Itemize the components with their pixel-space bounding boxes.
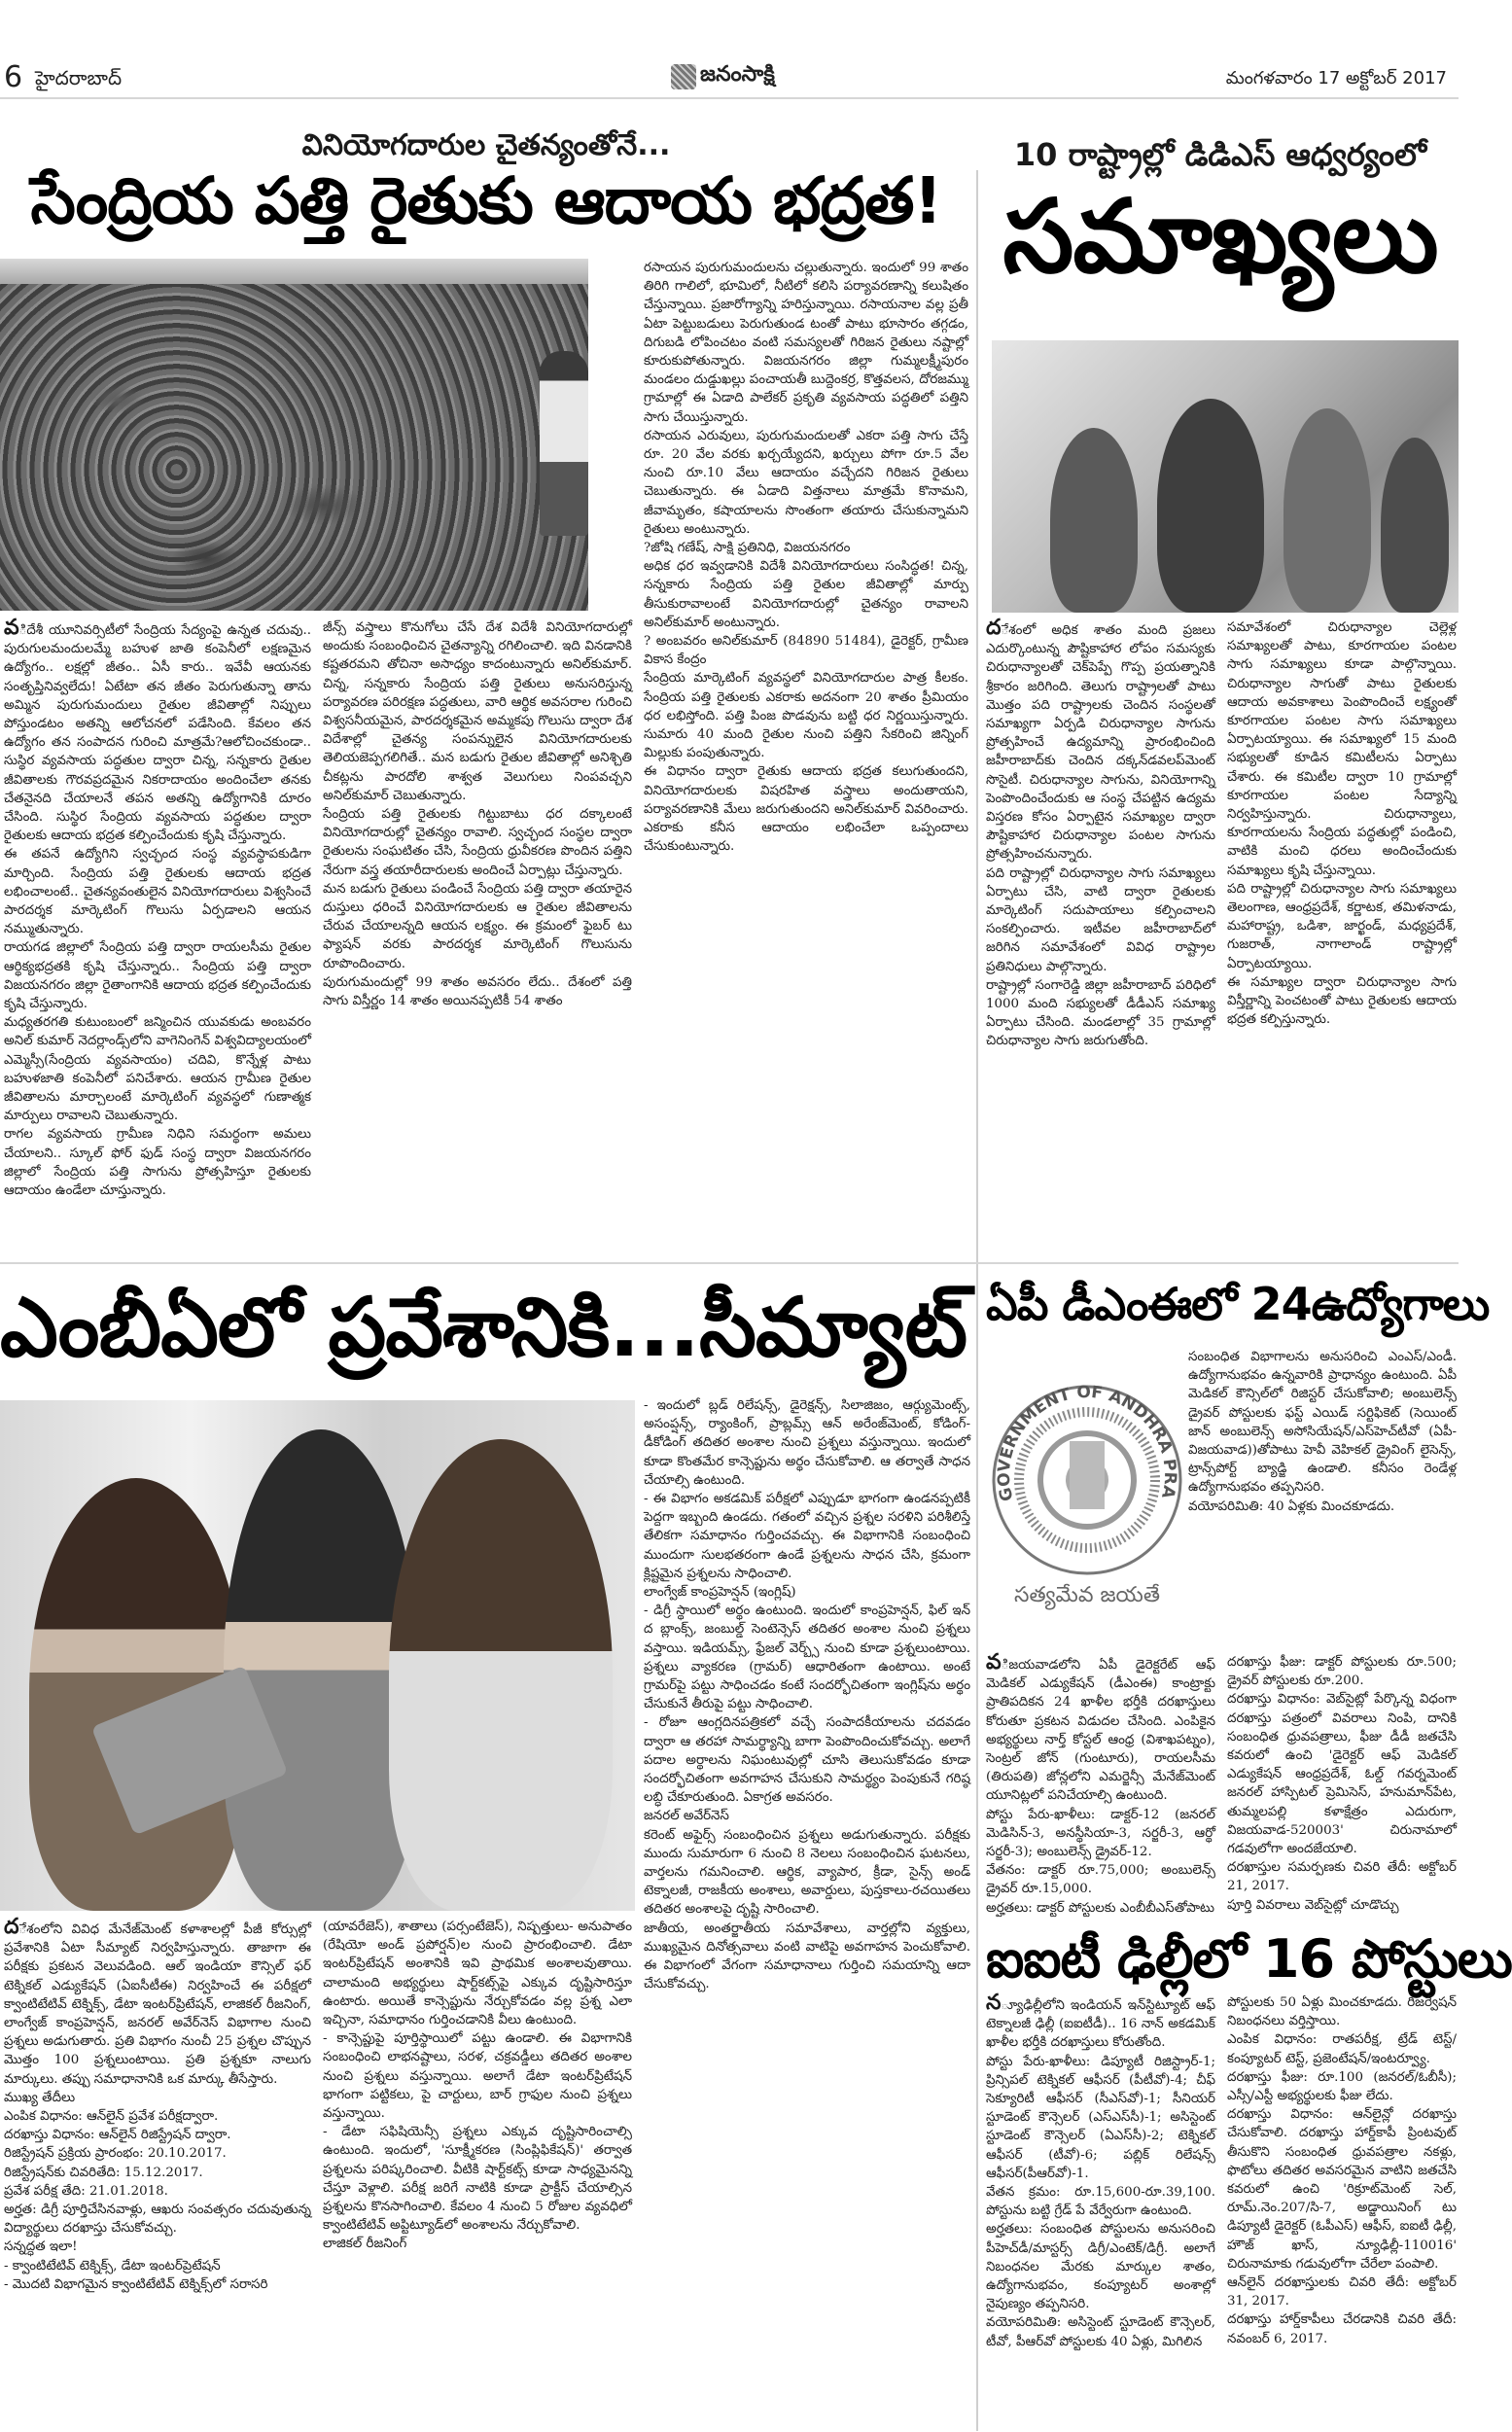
masthead-logo-icon — [671, 64, 696, 89]
drop-cap: ద — [4, 1915, 19, 1939]
story-organic-headline: సేంద్రియ పత్తి రైతుకు ఆదాయ భద్రత! — [30, 163, 942, 238]
drop-cap: న — [986, 1991, 1002, 2015]
article-paragraph: రిజిస్ట్రేషన్‌కు చివరితేది: 15.12.2017. — [4, 2165, 203, 2180]
article-paragraph: వయోపరిమితి: అసిస్టెంట్ స్టూడెంట్ కౌన్సెలర్, టీవో, పీఆర్‌వో పోస్టులకు 40 ఏళ్లు, మిగిలిన — [986, 2315, 1215, 2349]
story-apdme-headline: ఏపీ డీఎంఈలో 24ఉద్యోగాలు — [986, 1278, 1490, 1330]
story-iit-col1 — [986, 1993, 1215, 2373]
article-paragraph: విజయవాడలోని ఏపీ డైరెక్టరేట్ ఆఫ్ మెడికల్ ఎడ్యుకేషన్ (డీఎంఈ) కాంట్రాక్టు ప్రాతిపదికన 24 ఖాళీల భర్తీకి దరఖాస్తులు కోరుతూ ప్రకటన విడుదల చేసింది. ఎంపికైన అభ్యర్థులు నార్త్ కోస్టల్ ఆంధ్ర (విశాఖపట్నం), సెంట్రల్ జోన్ (గుంటూరు), రాయలసీమ (తిరుపతి) జోన్లలోని ఎమర్జెన్సీ మేనేజ్‌మెంట్ యూనిట్లలో పనిచేయాల్సి ఉంటుంది. — [986, 1650, 1215, 1804]
masthead-title: జనంసాక్షి — [700, 62, 775, 87]
drop-cap: ద — [986, 616, 1002, 640]
story-organic-col3 — [644, 259, 968, 1251]
article-paragraph: న్యూఢిల్లీలోని ఇండియన్ ఇన్‌స్టిట్యూట్ ఆఫ్ టెక్నాలజీ ఢిల్లీ (ఐఐటీడీ).. 16 నాన్ అకడమిక్ ఖాళీల భర్తీకి దరఖాస్తులు కోరుతోంది. — [986, 1991, 1215, 2051]
story-apdme-side — [1188, 1348, 1457, 1645]
article-paragraph: రాయగడ జిల్లాలో సేంద్రియ పత్తి ద్వారా రాయలసీమ రైతుల ఆర్థిక్యభద్రతకి కృషి చేస్తున్నారు.. సేంద్రియ పత్తి ద్వారా విజయనగరం జిల్లా రైతాంగానికి ఆదాయ భద్రత కల్పించేందుకు కృషి చేస్తున్నారు. — [4, 940, 311, 1012]
photo-figure — [389, 1439, 613, 1911]
column-divider — [976, 170, 978, 2431]
article-paragraph: జీన్స్ వస్త్రాలు కొనుగోలు చేసే దేశ విదేశీ వినియోగదారుల్లో అందుకు సంబంధించిన చైతన్యాన్ని రగిలించాలి. ఇది వినడానికి కష్టతరమని తోచినా అసాధ్యం కాదంటున్నారు అనిల్‌కుమార్. చిన్న, సన్నకారు సేంద్రియ పత్తి రైతులు అనుసరిస్తున్న పర్యావరణ పరిరక్షణ పద్ధతులు, వారి ఆర్థిక అవసరాల గురించి విశ్వసనీయమైన, పారదర్శకమైన అమ్మకపు గొలుసు ద్వారా దేశ విదేశాల్లో చైతన్య సంపన్నులైన వినియోగదారులకు తెలియజెప్పగలిగితే.. మన బడుగు రైతుల జీవితాల్లో అనిశ్చితి చీకట్లను పారదోలి శాశ్వత వెలుగులు నింపవచ్చని అనిల్‌కుమార్ చెబుతున్నారు. — [323, 620, 632, 803]
article-paragraph: (యావరేజెస్), శాతాలు (పర్సంటేజెస్), నిష్పత్తులు- అనుపాతం (రేషియో అండ్ ప్రపోర్షన్)ల నుంచి ప్రారంభించాలి. డేటా ఇంటర్‌ప్రిటేషన్ అంశానికి ఇవి ప్రాథమిక అంశాలవుతాయి. చాలామంది అభ్యర్థులు షార్ట్‌కట్స్‌పై ఎక్కువ దృష్టిసారిస్తూ ఉంటారు. అయితే కాన్సెప్టును నేర్చుకోవడం వల్ల ప్రశ్న ఎలా ఇచ్చినా, సమాధానం గుర్తించడానికి వీలు ఉంటుంది. — [323, 1920, 632, 2028]
article-paragraph: దరఖాస్తు విధానం: ఆన్‌లైన్లో దరఖాస్తు చేసుకోవాలి. దరఖాస్తు హార్డ్‌కాపీ ప్రింటవుట్ తీసుకొని సంబంధిత ధ్రువపత్రాల నకళ్లు, ఫొటోలు తదితర అవసరమైన వాటిని జతచేసి కవరులో ఉంచి 'రిక్రూట్‌మెంట్ సెల్, రూమ్.నెం.207/సి-7, అడ్జాయినింగ్ టు డిప్యూటీ డైరెక్టర్ (ఓపీఎస్) ఆఫీస్, ఐఐటీ ఢిల్లీ, హౌజ్ ఖాస్, న్యూఢిల్లీ-110016' చిరునామాకు గడువులోగా చేరేలా పంపాలి. — [1227, 2107, 1457, 2272]
article-paragraph: దరఖాస్తు ఫీజు: డాక్టర్ పోస్టులకు రూ.500; డ్రైవర్ పోస్టులకు రూ.200. — [1227, 1655, 1457, 1689]
article-paragraph: పది రాష్ట్రాల్లో చిరుధాన్యాల సాగు సమాఖ్యలు ఏర్పాటు చేసి, వాటి ద్వారా రైతులకు మార్కెటింగ్ సదుపాయాలు కల్పించాలని సంకల్పించారు. ఇటీవల జహీరాబాద్‌లో జరిగిన సమావేశంలో వివిధ రాష్ట్రాల ప్రతినిధులు పాల్గొన్నారు. — [986, 865, 1215, 974]
photo-figure — [1050, 428, 1138, 613]
photo-sky — [0, 259, 588, 284]
story-federations-col1 — [986, 618, 1215, 1251]
article-paragraph: - మొదటి విభాగమైన క్వాంటిటేటివ్ టెక్నిక్స్‌లో సరాసరి — [4, 2276, 268, 2292]
article-paragraph: ? అంబవరం అనిల్‌కుమార్ (84890 51484), డైరెక్టర్, గ్రామీణ వికాస కేంద్రం — [644, 634, 968, 668]
article-paragraph: ఎంపిక విధానం: రాతపరీక్ష, ట్రేడ్ టెస్ట్/కంప్యూటర్ టెస్ట్, ప్రజెంటేషన్/ఇంటర్వ్యూ. — [1227, 2032, 1457, 2066]
photo-figure — [1381, 438, 1449, 613]
article-paragraph: జాతీయ, అంతర్జాతీయ సమావేశాలు, వార్తల్లోని వ్యక్తులు, ముఖ్యమైన దినోత్సవాలు వంటి వాటిపై అవగాహన పెంచుకోవాలి. ఈ విభాగంలో వేగంగా సమాధానాలు గుర్తించి సమయాన్ని ఆదా చేసుకోవచ్చు. — [644, 1921, 970, 1992]
article-paragraph: ఈ సమాఖ్యల ద్వారా చిరుధాన్యాల సాగు విస్తీర్ణాన్ని పెంచటంతో పాటు రైతులకు ఆదాయ భద్రత కల్పిస్తున్నారు. — [1227, 974, 1457, 1028]
drop-cap: వ — [986, 1650, 1002, 1674]
article-paragraph: ఆన్‌లైన్ దరఖాస్తులకు చివరి తేదీ: అక్టోబర్ 31, 2017. — [1227, 2275, 1457, 2309]
photo-figure — [1157, 399, 1264, 613]
article-paragraph: దరఖాస్తు హార్డ్‌కాపీలు చేరడానికి చివరి తేదీ: నవంబర్ 6, 2017. — [1227, 2312, 1457, 2346]
header-rule — [0, 97, 1459, 99]
article-paragraph: ఎంపిక విధానం: ఆన్‌లైన్ ప్రవేశ పరీక్షద్వారా. — [4, 2109, 219, 2125]
story-federations-col2 — [1227, 618, 1457, 1251]
edition-name: హైదరాబాద్ — [35, 66, 123, 89]
article-paragraph: దరఖాస్తు ఫీజు: రూ.100 (జనరల్/ఓబీసీ); ఎస్సీ/ఎస్టీ అభ్యర్థులకు ఫీజు లేదు. — [1227, 2069, 1457, 2104]
article-paragraph: జనరల్ అవేర్‌నెస్ — [644, 1809, 729, 1824]
article-paragraph: - ఇందులో బ్లడ్ రిలేషన్స్, డైరెక్షన్స్, సిలాజిజం, ఆర్గ్యుమెంట్స్, అసంప్షన్స్, ర్యాంకింగ్, ప్రాబ్లమ్స్ ఆన్ అరేంజ్‌మెంట్, కోడింగ్- డీకోడింగ్ తదితర అంశాల నుంచి ప్రశ్నలు వస్తున్నాయి. ఇందులో కూడా కొంతమేర కాన్సెప్టును అర్థం చేసుకోవాలి. ఆ తర్వాతే సాధన చేయాల్సి ఉంటుంది. — [644, 1398, 970, 1488]
story-iit-col2 — [1227, 1993, 1457, 2373]
article-paragraph: వయోపరిమితి: 40 ఏళ్లకు మించకూడదు. — [1188, 1498, 1395, 1514]
article-paragraph: పురుగుమందుల్లో 99 శాతం అవసరం లేదు.. దేశంలో పత్తి సాగు విస్తీర్ణం 14 శాతం అయినప్పటికీ 54 శాతం — [323, 974, 632, 1009]
article-paragraph: సమావేశంలో చిరుధాన్యాల చెల్లెళ్ల సమాఖ్యలతో పాటు, కూరగాయల పంటల సాగు సమాఖ్యలు కూడా పాల్గొన్నాయి. చిరుధాన్యాల సాగుతో పాటు రైతులకు ఆదాయ అవకాశాలు పెంపొందించే లక్ష్యంతో కూరగాయల పంటల సాగు సమాఖ్యలు ఏర్పాటయ్యాయి. ఈ సమాఖ్యలో 15 మంది సభ్యులతో కూడిన కమిటీలను ఏర్పాటు చేశారు. ఈ కమిటీల ద్వారా 10 గ్రామాల్లో కూరగాయల పంటల సేద్యాన్ని నిర్వహిస్తున్నారు. చిరుధాన్యాలు, కూరగాయలను సేంద్రియ పద్ధతుల్లో పండించి, వాటికి మంచి ధరలు అందించేందుకు సమాఖ్యలు కృషి చేస్తున్నాయి. — [1227, 620, 1457, 878]
story-apdme-col2 — [1227, 1653, 1457, 1925]
section-rule — [0, 1262, 1459, 1264]
article-paragraph: రసాయన ఎరువులు, పురుగుమందులతో ఎకరా పత్తి సాగు చేస్తే రూ. 20 వేల వరకు ఖర్చయ్యేదని, ఖర్చులు పోగా రూ.5 వేల నుంచి రూ.10 వేలు ఆదాయం వచ్చేదని గిరిజన రైతులు చెబుతున్నారు. ఈ ఏడాది విత్తనాలు మాత్రమే కొనామని, జీవామృతం, కషాయాలను సొంతంగా తయారు చేసుకున్నామని రైతులు అంటున్నారు. — [644, 428, 968, 537]
story-apdme-col1 — [986, 1650, 1215, 1925]
story-organic-col2 — [323, 618, 632, 1251]
photo-farmer-figure — [540, 351, 588, 536]
article-paragraph: పది రాష్ట్రాల్లో చిరుధాన్యాల సాగు సమాఖ్యలు తెలంగాణ, ఆంధ్రప్రదేశ్, కర్ణాటక, తమిళనాడు, మహారాష్ట్ర, ఒడిశా, జార్ఖండ్, మధ్యప్రదేశ్, గుజరాత్, నాగాలాండ్ రాష్ట్రాల్లో ఏర్పాటయ్యాయి. — [1227, 881, 1457, 971]
article-paragraph: దేశంలో అధిక శాతం మంది ప్రజలు ఎదుర్కొంటున్న పౌష్టికాహార లోపం సమస్యకు చిరుధాన్యాలతో చెక్‌పెప్పే గొప్ప ప్రయత్నానికి శ్రీకారం జరిగింది. తెలుగు రాష్ట్రాలతో పాటు మొత్తం పది రాష్ట్రాలకు చెందిన సంస్థలతో సమాఖ్యగా ఏర్పడి చిరుధాన్యాల సాగును ప్రోత్సహించే ఉద్యమాన్ని ప్రారంభించింది జహీరాబాద్‌కు చెందిన దక్కన్‌డవలప్‌మెంట్ సొసైటీ. చిరుధాన్యాల సాగును, వినియోగాన్ని పెంపొందించేందుకు ఆ సంస్థ చేపట్టిన ఉద్యమ విస్తరణ కోసం ఏర్పాటైన సమాఖ్యల ద్వారా పౌష్టికాహార చిరుధాన్యాల పంటల సాగును ప్రోత్సహించనున్నారు. — [986, 616, 1215, 863]
article-paragraph: - రోజూ ఆంగ్లదినపత్రికలో వచ్చే సంపాదకీయాలను చదవడం ద్వారా ఆ తరహా సామర్థ్యాన్ని బాగా పెంపొందించుకోవచ్చు. అలాగే పదాల అర్థాలను నిఘంటువుల్లో చూసి తెలుసుకోవడం కూడా సందర్భోచితంగా అవగాహన చేసుకుని సామర్థ్యం పెంపుకునే గరిష్ఠ లబ్ధి చేకూరుతుంది. ఏకాగ్రత అవసరం. — [644, 1715, 970, 1806]
article-paragraph: లాజికల్ రీజనింగ్ — [323, 2237, 407, 2252]
masthead — [671, 62, 775, 91]
article-paragraph: ముఖ్య తేదీలు — [4, 2090, 76, 2105]
article-paragraph: సంబంధిత విభాగాలను అనుసరించి ఎంఎస్/ఎండీ. ఉద్యోగానుభవం ఉన్నవారికి ప్రాధాన్యం ఉంటుంది. ఏపీ మెడికల్ కౌన్సిల్‌లో రిజిస్టర్ చేసుకోవాలి; అంబులెన్స్ డ్రైవర్ పోస్టులకు ఫస్ట్ ఎయిడ్ సర్టిఫికెట్ (సెయింట్ జాన్ అంబులెన్స్ అసోసియేషన్/ఎస్‌హెచ్‌టీవో (ఏపీ-విజయవాడ))తోపాటు హెవీ వెహికల్ డ్రైవింగ్ లైసెన్స్, ట్రాన్స్‌పోర్ట్ బ్యాడ్జి ఉండాలి. కనీసం రెండేళ్ల ఉద్యోగానుభవం తప్పనిసరి. — [1188, 1350, 1457, 1496]
article-paragraph: - ఈ విభాగం అకడమిక్ పరీక్షలో ఎప్పుడూ భాగంగా ఉండనప్పటికీ పెద్దగా ఇబ్బంది ఉండదు. గతంలో వచ్చిన ప్రశ్నల సరళిని పరిశీలిస్తే తేలికగా సమాధానం గుర్తించవచ్చు. ఈ విభాగానికి సంబంధించి ముందుగా సులభతరంగా ఉండే ప్రశ్నలను సాధన చేసి, క్రమంగా క్లిష్టమైన ప్రశ్నలను సాధించాలి. — [644, 1492, 970, 1581]
article-paragraph: ఈ తపనే ఉద్యోగిని స్వచ్ఛంద సంస్థ వ్యవస్థాపకుడిగా మార్చింది. సేంద్రియ పత్తి రైతులకు ఆదాయ భద్రత లభించాలంటే.. చైతన్యవంతులైన వినియోగదారులు విశ్వసించే పారదర్శక మార్కెటింగ్ గొలుసు ఏర్పడాలని ఆయన నమ్ముతున్నారు. — [4, 847, 311, 937]
svg-text:GOVERNMENT OF ANDHRA PRADESH: GOVERNMENT OF ANDHRA PRA — [994, 1382, 1180, 1503]
story-cmat-headline: ఎంబీఏలో ప్రవేశానికి...సీమ్యాట్ — [0, 1280, 967, 1375]
article-paragraph: అర్హతలు: డాక్టర్ పోస్టులకు ఎంబీబీఎస్‌తోపాటు — [986, 1900, 1215, 1916]
article-paragraph: వేతన క్రమం: రూ.15,600-రూ.39,100. పోస్టును బట్టి గ్రేడ్ పే వేర్వేరుగా ఉంటుంది. — [986, 2185, 1215, 2219]
article-paragraph: పోస్టు పేరు-ఖాళీలు: డిప్యూటీ రిజిస్ట్రార్-1; ప్రిన్సిపల్ టెక్నికల్ ఆఫీసర్ (పీటీవో)-4; చీఫ్ సెక్యూరిటీ ఆఫీసర్ (సీఎస్‌వో)-1; సీనియర్ స్టూడెంట్ కౌన్సెలర్ (ఎస్ఎస్‌సీ)-1; అసిస్టెంట్ స్టూడెంట్ కౌన్సెలర్ (ఏఎస్‌సీ)-2; టెక్నికల్ ఆఫీసర్ (టీవో)-6; పబ్లిక్ రిలేషన్స్ ఆఫీసర్(పీఆర్‌వో)-1. — [986, 2054, 1215, 2181]
story-organic-kicker: వినియోగదారుల చైతన్యంతోనే... — [301, 128, 671, 162]
article-paragraph: సన్నద్ధత ఇలా! — [4, 2239, 78, 2255]
drop-cap: వ — [4, 616, 19, 640]
article-paragraph: విదేశీ యూనివర్సిటీలో సేంద్రియ సేద్యంపై ఉన్నత చదువు.. పురుగులమందులమ్మే బహుళ జాతి కంపెనీలో లక్షణమైన ఉద్యోగం.. లక్షల్లో జీతం.. ఏసీ కారు.. ఇవేవీ ఆయనకు సంతృప్తినివ్వలేదు! ఏటేటా తన జీతం పెరుగుతున్నా తాను అమ్మిన పురుగుమందులు రైతుల జీవితాల్లో నిప్పులు పోస్తుండటం అతన్ని ఆలోచనలో పడేసింది. కేవలం తన ఉద్యోగం తన సంపాదన గురించి మాత్రమే?ఆలోచించకుండా.. సుస్థిర వ్యవసాయ పద్ధతుల ద్వారా చిన్న, సన్నకారు రైతుల జీవితాలకు గౌరవప్రదమైన నికరాదాయం అందించేలా తనకు చేతనైనది చేయాలనే తపన అతన్ని ఉద్యోగానికి దూరం చేసింది. సుస్థిర సేంద్రియ వ్యవసాయ పద్ధతుల ద్వారా రైతులకు ఆదాయ భద్రత కల్పించేందుకు కృషి చేస్తున్నారు. — [4, 616, 311, 844]
svg-text:సత్యమేవ జయతే: సత్యమేవ జయతే — [1014, 1583, 1160, 1607]
article-paragraph: అర్హతలు: సంబంధిత పోస్టులను అనుసరించి పీహెచ్‌డీ/మాస్టర్స్ డిగ్రీ/ఎంటెక్/డిగ్రీ. అలాగే నిబంధనల మేరకు మార్కుల శాతం, ఉద్యోగానుభవం, కంప్యూటర్ అంశాల్లో నైపుణ్యం తప్పనిసరి. — [986, 2222, 1215, 2312]
story-cmat-col1 — [4, 1915, 311, 2373]
article-paragraph: రాగల వ్యవసాయ గ్రామీణ నిధిని సమర్థంగా అమలు చేయాలని.. స్కూల్ ఫోర్ ఫుడ్ సంస్థ ద్వారా విజయనగరం జిల్లాలో సేంద్రియ పత్తి సాగును ప్రోత్సహిస్తూ రైతులకు ఆదాయం ఉండేలా చూస్తున్నారు. — [4, 1127, 311, 1199]
article-paragraph: అధిక ధర ఇవ్వడానికి విదేశీ వినియోగదారులు సంసిద్ధత! చిన్న, సన్నకారు సేంద్రియ పత్తి రైతుల జీవితాల్లో మార్పు తీసుకురావాలంటే వినియోగదారుల్లో చైతన్యం రావాలని అనిల్‌కుమార్ అంటున్నారు. — [644, 559, 968, 630]
article-paragraph: పూర్తి వివరాలు వెబ్‌సైట్లో చూడొచ్చు — [1227, 1897, 1399, 1913]
article-paragraph: రిజిస్ట్రేషన్ ప్రక్రియ ప్రారంభం: 20.10.2017. — [4, 2146, 227, 2162]
article-paragraph: ప్రవేశ పరీక్ష తేది: 21.01.2018. — [4, 2183, 168, 2199]
article-paragraph: - డేటా సఫిషియెన్సీ ప్రశ్నలు ఎక్కువ దృష్టిసారించాల్సి ఉంటుంది. ఇందులో, 'సూక్ష్మీకరణ (సింప్లిఫికేషన్)' తర్వాత ప్రశ్నలను పరిష్కరించాలి. వీటికి షార్ట్‌కట్స్ కూడా సాధ్యమైనన్ని చేస్తూ వెళ్లాలి. పరీక్ష జరిగే నాటికి కూడా ప్రాక్టీస్ చేయాల్సిన ప్రశ్నలను కొనసాగించాలి. కేవలం 4 నుంచి 5 రోజుల వ్యవధిలో క్వాంటిటేటివ్ అప్టిట్యూడ్‌లో అంశాలను నేర్చుకోవాలి. — [323, 2125, 632, 2234]
article-paragraph: రసాయన పురుగుమందులను చల్లుతున్నారు. ఇందులో 99 శాతం తిరిగి గాలిలో, భూమిలో, నీటిలో కలిసి పర్యావరణాన్ని కలుషితం చేస్తున్నాయి. ప్రజారోగ్యాన్ని హరిస్తున్నాయి. రసాయనాల వల్ల ప్రతీ ఏటా పెట్టుబడులు పెరుగుతుండ టంతో పాటు భూసారం తగ్గడం, దిగుబడి లోపించటం వంటి సమస్యలతో గిరిజన రైతులు నష్టాల్లో కూరుకుపోతున్నారు. విజయనగరం జిల్లా గుమ్మలక్ష్మీపురం మండలం దుడ్డుఖల్లు పంచాయతీ బుద్దెంకర్ర, కొత్తవలస, దోరజమ్ము గ్రామాల్లో ఈ ఏడాది పాలేకర్ ప్రకృతి వ్యవసాయ పద్ధతిలో పత్తిని సాగు చేయిస్తున్నారు. — [644, 261, 968, 425]
story-cmat-col3 — [644, 1396, 970, 2373]
article-paragraph: మధ్యతరగతి కుటుంబంలో జన్మించిన యువకుడు అంబవరం అనిల్ కుమార్ నెదర్లాండ్స్‌లోని వాగెనింగెన్ విశ్వవిద్యాలయంలో ఎమ్మెస్సీ(సేంద్రియ వ్యవసాయం) చదివి, కొన్నేళ్ల పాటు బహుళజాతి కంపెనీలో పనిచేశారు. ఆయన గ్రామీణ రైతుల జీవితాలను మార్చాలంటే మార్కెటింగ్ వ్యవస్థలో గుణాత్మక మార్పులు రావాలని చెబుతున్నారు. — [4, 1015, 311, 1124]
story-federations-kicker: 10 రాష్ట్రాల్లో డిడిఎస్ ఆధ్వర్యంలో — [1013, 136, 1427, 173]
article-paragraph: మన బడుగు రైతులు పండించే సేంద్రియ పత్తి ద్వారా తయారైన దుస్తులు ధరించే వినియోగదారులకు ఆ రైతుల జీవితాలను చేరువ చేయాలన్నది ఆయన లక్ష్యం. ఈ క్రమంలో ఫైబర్ టు ఫ్యాషన్ వరకు పారదర్శక మార్కెటింగ్ గొలుసును రూపొందించారు. — [323, 881, 632, 971]
article-paragraph: సేంద్రియ పత్తి రైతులకు గిట్టుబాటు ధర దక్కాలంటే వినియోగదారుల్లో చైతన్యం రావాలి. స్వచ్ఛంద సంస్థల ద్వారా రైతులను సంఘటితం చేసి, సేంద్రియ ధ్రువీకరణ పొందిన పత్తిని నేరుగా వస్త్ర తయారీదారులకు అందించే ఏర్పాట్లు చేస్తున్నారు. — [323, 807, 632, 878]
article-paragraph: లాంగ్వేజ్ కాంప్రహెన్షన్ (ఇంగ్లిష్) — [644, 1585, 796, 1601]
story-cmat-col2 — [323, 1918, 632, 2373]
article-paragraph: వేతనం: డాక్టర్ రూ.75,000; అంబులెన్స్ డ్రైవర్ రూ.15,000. — [986, 1863, 1215, 1897]
article-paragraph: దరఖాస్తుల సమర్పణకు చివరి తేదీ: అక్టోబర్ 21, 2017. — [1227, 1860, 1457, 1894]
page-number: 6 — [4, 60, 23, 94]
article-paragraph: దరఖాస్తు విధానం: ఆన్‌లైన్ రిజిస్ట్రేషన్ ద్వారా. — [4, 2128, 231, 2143]
article-paragraph: కరెంట్ అఫైర్స్ సంబంధించిన ప్రశ్నలు అడుగుతున్నారు. పరీక్షకు ముందు సుమారుగా 6 నుంచి 8 నెలలు సంబంధించిన ఘటనలు, వార్తలను గమనించాలి. ఆర్థిక, వ్యాపార, క్రీడా, సైన్స్ అండ్ టెక్నాలజీ, రాజకీయ అంశాలు, అవార్డులు, పుస్తకాలు-రచయితలు తదితర అంశాలపై దృష్టి సారించాలి. — [644, 1827, 970, 1918]
article-paragraph: దరఖాస్తు విధానం: వెబ్‌సైట్లో పేర్కొన్న విధంగా దరఖాస్తు పత్రంలో వివరాలు నింపి, దానికి సంబంధిత ధ్రువపత్రాలు, ఫీజు డీడీ జతచేసి కవరులో ఉంచి 'డైరెక్టర్ ఆఫ్ మెడికల్ ఎడ్యుకేషన్ ఆంధ్రప్రదేశ్, ఓల్డ్ గవర్నమెంట్ జనరల్ హాస్పిటల్ ప్రెమిసెస్, హనుమాన్‌పేట, తుమ్మలపల్లి కళాక్షేత్రం ఎదురుగా, విజయవాడ-520003' చిరునామాలో గడవులోగా అందజేయాలి. — [1227, 1692, 1457, 1857]
article-paragraph: - కాన్సెప్టుపై పూర్తిస్థాయిలో పట్టు ఉండాలి. ఈ విభాగానికి సంబంధించి లాభనష్టాలు, సరళ, చక్రవడ్డీలు తదితర అంశాల నుంచి ప్రశ్నలు వస్తున్నాయి. అలాగే డేటా ఇంటర్‌ప్రిటేషన్ భాగంగా పట్టికలు, పై చార్టులు, బార్ గ్రాఫుల నుంచి ప్రశ్నలు వస్తున్నాయి. — [323, 2031, 632, 2122]
article-paragraph: దేశంలోని వివిధ మేనేజ్‌మెంట్ కళాశాలల్లో పీజీ కోర్సుల్లో ప్రవేశానికి ఏటా సీమ్యాట్ నిర్వహిస్తున్నారు. తాజాగా ఈ పరీక్షకు ప్రకటన వెలువడింది. ఆల్ ఇండియా కౌన్సిల్ ఫర్ టెక్నికల్ ఎడ్యుకేషన్ (ఏఐసీటీఈ) నిర్వహించే ఈ పరీక్షలో క్వాంటిటేటివ్ టెక్నిక్స్, డేటా ఇంటర్‌ప్రిటేషన్, లాజికల్ రీజనింగ్, లాంగ్వేజ్ కాంప్రహెన్షన్, జనరల్ అవేర్‌నెస్ విభాగాల నుంచి ప్రశ్నలు అడుగుతారు. ప్రతి విభాగం నుంచీ 25 ప్రశ్నల చొప్పున మొత్తం 100 ప్రశ్నలుంటాయి. ప్రతి ప్రశ్నకూ నాలుగు మార్కులు. తప్పు సమాధానానికి ఒక మార్కు తీసేస్తారు. — [4, 1915, 311, 2087]
article-paragraph: - క్వాంటిటేటివ్ టెక్నిక్స్, డేటా ఇంటర్‌ప్రెటేషన్ — [4, 2258, 221, 2273]
story-federations-headline: సమాఖ్యలు — [1002, 177, 1438, 296]
article-paragraph: ?జోషి గణేష్, సాక్షి ప్రతినిధి, విజయనగరం — [644, 541, 851, 556]
women-farmers-photo — [992, 340, 1459, 613]
story-iit-headline: ఐఐటీ ఢిల్లీలో 16 పోస్టులు — [986, 1928, 1512, 1990]
students-tablet-photo — [0, 1400, 635, 1911]
article-paragraph: - డిగ్రీ స్థాయిలో అర్థం ఉంటుంది. ఇందులో కాంప్రహెన్షన్, ఫిల్ ఇన్ ద బ్లాంక్స్, జంబుల్డ్ సెంటెన్సెస్ తదితర అంశాల నుంచి ప్రశ్నలు వస్తాయి. ఇడియమ్స్, ఫ్రేజల్ వెర్బ్స్ నుంచి కూడా ప్రశ్నలుంటాయి. ప్రశ్నలు వ్యాకరణ (గ్రామర్) ఆధారితంగా ఉంటాయి. అంటే గ్రామర్‌పై పట్టు సాధించడం కంటే సందర్భోచితంగా ఇంగ్లిష్‌ను అర్థం చేసుకునే తీరుపై పట్టు సాధించాలి. — [644, 1604, 970, 1712]
article-paragraph: ఈ విధానం ద్వారా రైతుకు ఆదాయ భద్రత కలుగుతుందని, వినియోగదారులకు విషరహిత వస్త్రాలు అందుతాయని, పర్యావరణానికి మేలు జరుగుతుందని అనిల్‌కుమార్ వివరించారు. ఎకరాకు కనీస ఆదాయం లభించేలా ఒప్పందాలు చేసుకుంటున్నారు. — [644, 764, 968, 855]
article-paragraph: పోస్టులకు 50 ఏళ్లు మించకూడదు. రిజర్వేషన్ నిబంధనలు వర్తిస్తాయి. — [1227, 1995, 1457, 2029]
article-paragraph: పోస్టు పేరు-ఖాళీలు: డాక్టర్-12 (జనరల్ మెడిసిన్-3, అనస్థీసియా-3, సర్జరీ-3, ఆర్థో సర్జరీ-3); అంబులెన్స్ డ్రైవర్-12. — [986, 1807, 1215, 1860]
ap-government-emblem — [992, 1344, 1182, 1645]
article-paragraph: అర్హత: డిగ్రీ పూర్తిచేసినవాళ్లు, ఆఖరు సంవత్సరం చదువుతున్న విద్యార్థులు దరఖాస్తు చేసుకోవచ్చు. — [4, 2203, 311, 2237]
article-paragraph: రాష్ట్రాల్లో సంగారెడ్డి జిల్లా జహీరాబాద్ పరిధిలో 1000 మంది సభ్యులతో డీడీఎస్ సమాఖ్య ఏర్పాటు చేసింది. మండలాల్లో 35 గ్రామాల్లో చిరుధాన్యాల సాగు జరుగుతోంది. — [986, 977, 1215, 1049]
photo-figure — [1283, 408, 1371, 613]
issue-date: మంగళవారం 17 అక్టోబర్ 2017 — [1225, 68, 1447, 88]
story-organic-col1 — [4, 618, 311, 1251]
article-paragraph: సేంద్రియ మార్కెటింగ్ వ్యవస్థలో వినియోగదారుల పాత్ర కీలకం. సేంద్రియ పత్తి రైతులకు ఎకరాకు అదనంగా 20 శాతం ప్రీమియం ధర లభిస్తోంది. పత్తి పింజ పొడవును బట్టి ధర నిర్ణయిస్తున్నారు. సుమారు 40 మంది రైతుల నుంచి పత్తిని సేకరించి జిన్నింగ్ మిల్లుకు పంపుతున్నారు. — [644, 671, 968, 761]
cotton-field-photo — [0, 259, 588, 611]
